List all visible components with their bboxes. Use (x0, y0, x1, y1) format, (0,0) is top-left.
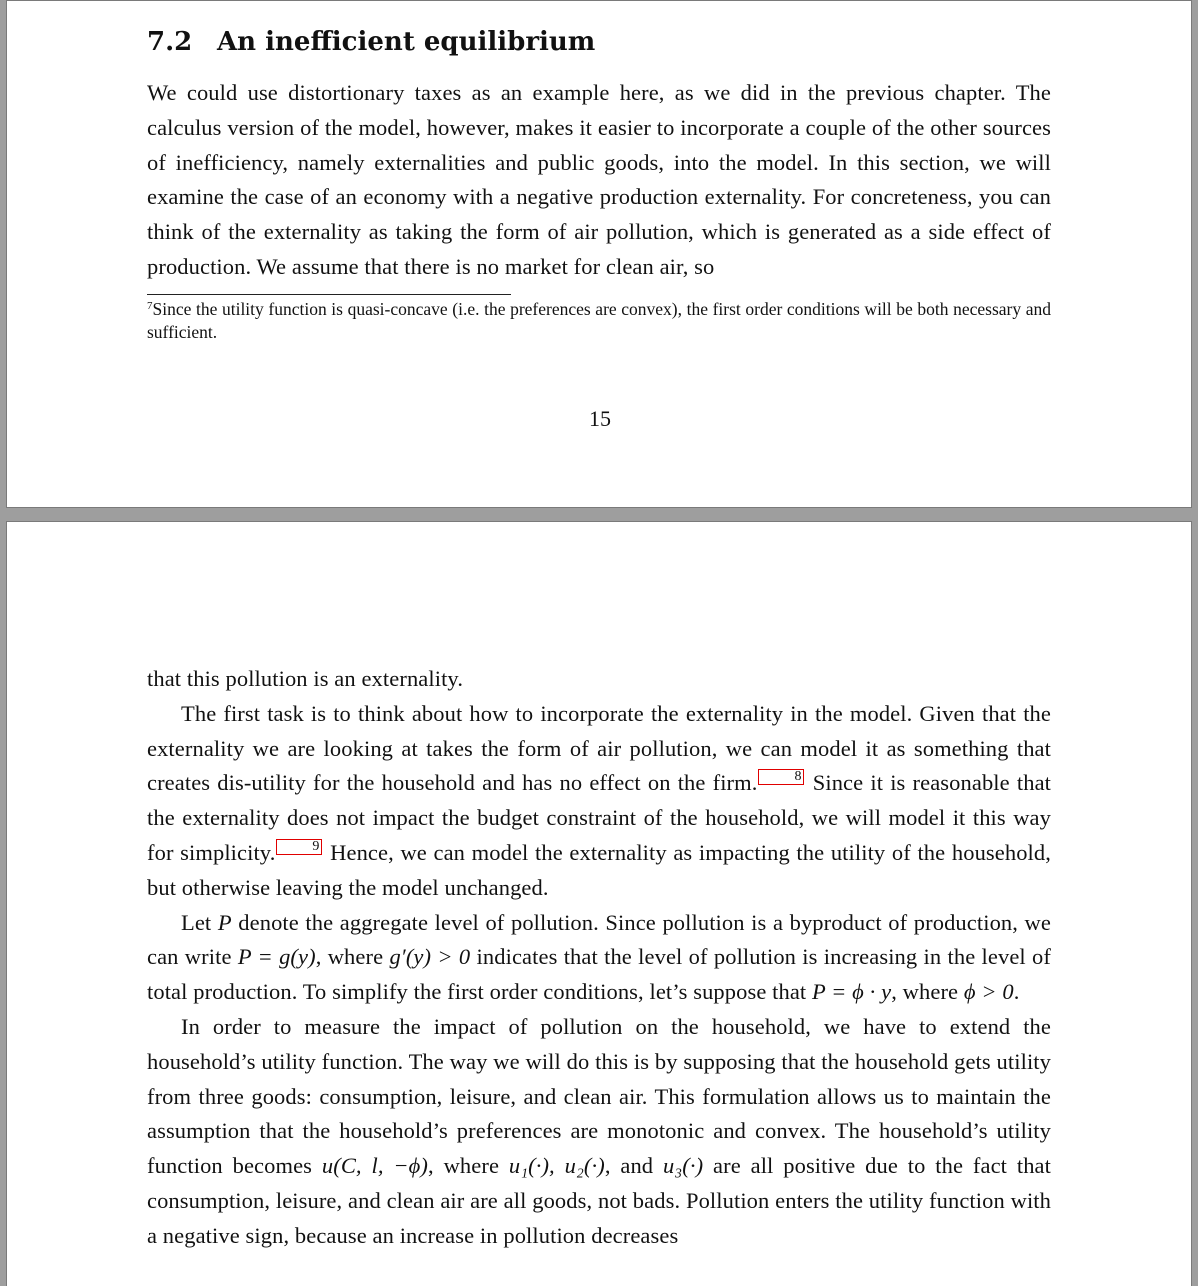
math-expression: ϕ > 0 (963, 979, 1014, 1005)
text-span: In order to measure the impact of pollution on the household, we have to extend the household’s utility function. The way we will do this is by supposing that the household gets utility from three goods: consumption, leisure, and clean air. This formulation allows us to maintain the assumption that the household’s preferences are monotonic and convex. The household’s utility function becomes (147, 1013, 1051, 1179)
section-heading (147, 27, 595, 57)
text-span: Since it is reasonable that the externality does not impact the budget constraint of the household, we will model it this way for simplicity. (147, 770, 1052, 865)
math-expression: P = g(y) (237, 944, 316, 970)
page-16 (6, 521, 1192, 1286)
paragraph (147, 906, 1051, 1010)
paragraph (147, 1010, 1051, 1254)
paragraph-continuation: that this pollution is an externality. (147, 666, 464, 691)
footnote-text: Since the utility function is quasi-concave (i.e. the preferences are convex), the first order conditions will be both necessary and sufficient. (147, 299, 1051, 342)
text-span: , where (891, 979, 964, 1005)
text-span: . (1013, 979, 1020, 1005)
text-span: , and (604, 1153, 663, 1179)
section-number: 7.2 (147, 27, 193, 57)
text-span: Hence, we can model the externality as impacting the utility of the household, but otherwise leaving the model unchanged. (147, 839, 1051, 900)
math-expression: P (217, 909, 232, 935)
footnote-rule (147, 294, 511, 295)
body-text (147, 662, 1051, 1254)
section-title: An inefficient equilibrium (217, 27, 596, 57)
page-15 (6, 0, 1192, 508)
math-expression: u₃(·) (663, 1153, 704, 1179)
text-span: , where (315, 944, 390, 970)
text-span: The first task is to think about how to incorporate the externality in the model. Given that the externality we are looking at takes the form of air pollution, we can model it as something that creates dis-utility for the household and has no effect on the firm. (147, 700, 1051, 796)
math-expression: P = ϕ · y (812, 979, 892, 1005)
text-span: indicates that the level of pollution is increasing in the level of total production. To simplify the first order conditions, let’s suppose that (147, 944, 1051, 1005)
text-span: are all positive due to the fact that consumption, leisure, and clean air are all goods, not bads. Pollution enters the utility function with a negative sign, because an increase in pollution decreases (147, 1153, 1051, 1248)
page-number: 15 (589, 406, 611, 431)
text-span: , where (428, 1153, 509, 1179)
text-span: denote the aggregate level of pollution. Since pollution is a byproduct of production, we can write (147, 909, 1051, 970)
footnote-7 (147, 298, 1051, 344)
paragraph (147, 697, 1051, 906)
paragraph: We could use distortionary taxes as an example here, as we did in the previous chapter. The calculus version of the model, however, makes it easier to incorporate a couple of the other sources of inefficiency, namely externalities and public goods, into the model. In this section, we will examine the case of an economy with a negative production externality. For concreteness, you can think of the externality as taking the form of air pollution, which is generated as a side effect of production. We assume that there is no market for clean air, so (147, 80, 1051, 279)
math-expression: g′(y) > 0 (389, 944, 471, 970)
math-expression: u(C, l, −ϕ) (321, 1153, 429, 1179)
footnote-marker: 7 (147, 300, 153, 312)
body-text (147, 76, 1051, 285)
math-expression: u₁(·), u₂(·) (508, 1153, 605, 1179)
footnote-link-9[interactable]: 9 (276, 839, 321, 855)
text-span: Let (181, 909, 218, 935)
footnote-link-8[interactable]: 8 (758, 769, 803, 785)
